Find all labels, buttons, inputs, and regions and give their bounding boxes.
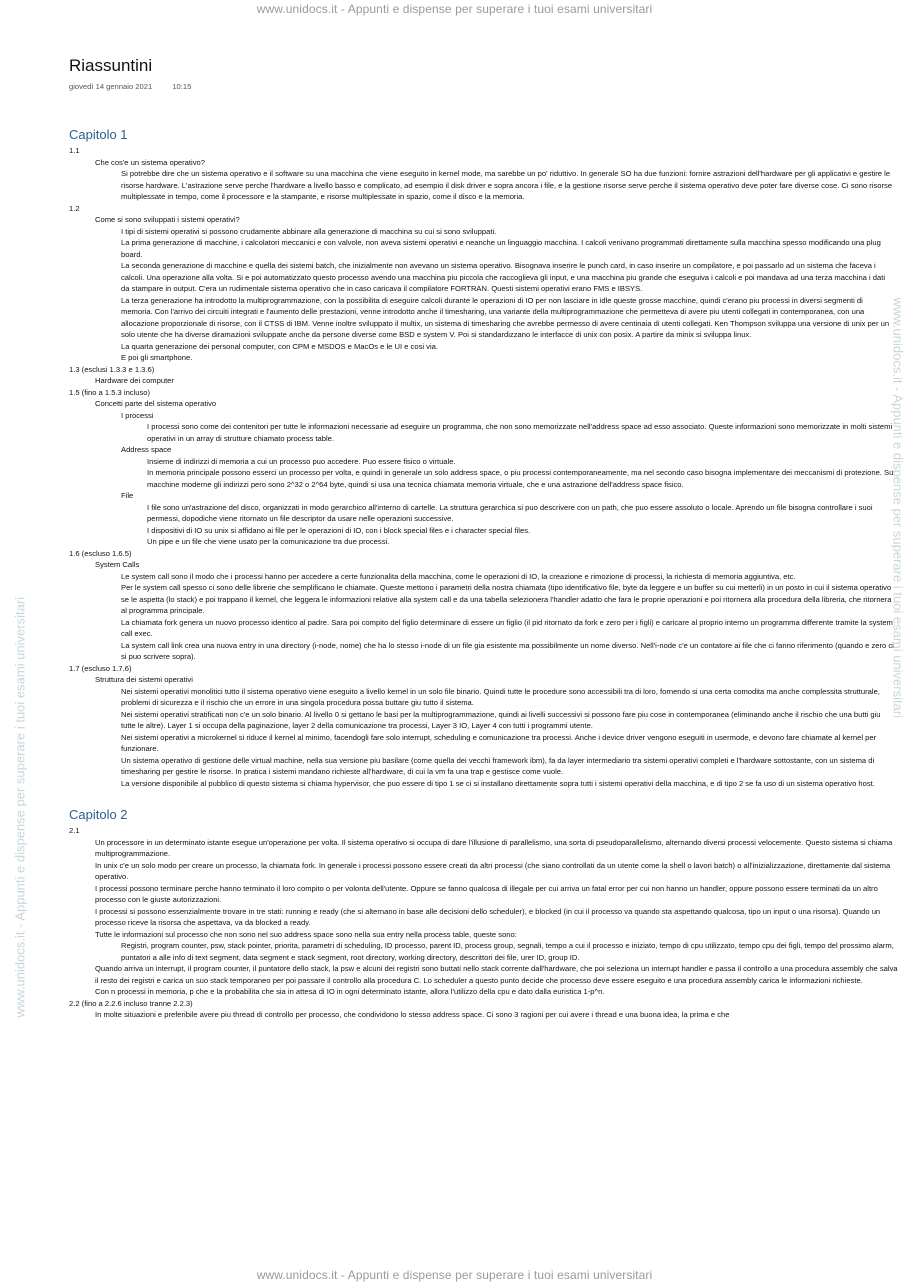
- paragraph: I file sono un'astrazione del disco, organizzati in modo gerarchico all'interno di cartelle. La struttura gerarchica si puo descrivere con un path, che puo essere assoluto o locale. Aprendo un file bisogna controllare i suoi permessi, dopodiche viene ritornato un file descriptor da usare nelle operazioni successive.: [147, 502, 873, 523]
- paragraph: I processi si possono essenzialmente trovare in tre stati: running e ready (che si alternano in base alle decisioni dello scheduler), e blocked (in cui il processo va quando sta aspettando qualcosa, tipo un input o una risorsa). Quando un processo riceve la risorsa che aspettava, va da blocked a ready.: [95, 906, 881, 927]
- paragraph: In molte situazioni e preferibile avere piu thread di controllo per processo, che condividono lo stesso address space. Ci sono 3 ragioni per cui avere i thread e una buona idea, la prima e che: [95, 1010, 730, 1019]
- paragraph: Insieme di indirizzi di memoria a cui un processo puo accedere. Puo essere fisico o virtuale.: [147, 456, 456, 466]
- section-number: 1.7 (escluso 1.7.6): [69, 663, 132, 673]
- section-number: 2.2 (fino a 2.2.6 incluso tranne 2.2.3): [69, 998, 193, 1008]
- paragraph: E poi gli smartphone.: [121, 353, 193, 362]
- paragraph: Quando arriva un interrupt, il program counter, il puntatore dello stack, la psw e alcuni dei registri sono buttati nello stack corrente dall'hardware, che poi seleziona un interrupt handler e passa il controllo a una procedura assembly che salva il resto dei registri e carica un suo stack temporaneo per poi passare il controllo alla procedura C. Lo scheduler a questo punto decide che processo deve essere eseguito e una procedura assembly carica le informazioni richieste.: [95, 964, 898, 985]
- paragraph: Un pipe e un file che viene usato per la comunicazione tra due processi.: [147, 537, 390, 546]
- topic-heading: Address space: [121, 445, 172, 454]
- paragraph: Per le system call spesso ci sono delle librerie che semplificano le chiamate. Queste mettono i parametri della nostra chiamata (tipo identificativo file, byte da leggere e un buffer su cui metterli) in un posto in cui il sistema operativo se le aspetta (lo stack) e poi trappano il kernel, che leggera le informazioni relative alla system call e da una tabella selezionera l'handler adatto che fara le proprie operazioni e poi ritornera alla procedura della libreria, che ritornera al programma principale.: [121, 583, 892, 615]
- paragraph: I dispositivi di IO su unix si affidano ai file per le operazioni di IO, con i block special files e i character special files.: [147, 525, 531, 535]
- paragraph: I processi possono terminare perche hanno terminato il loro compito o per volonta dell'utente. Oppure se fanno qualcosa di illegale per cui arriva un fatal error per cui non hanno un handler, oppure possono essere terminati da un altro processo con le giuste autorizzazioni.: [95, 883, 878, 904]
- topic-heading: I processi: [121, 410, 154, 420]
- paragraph: Nei sistemi operativi stratificati non c'e un solo binario. Al livello 0 si gettano le basi per la multiprogrammazione, quindi ai livelli successivi si possono fare piu cose in contemporanea (eliminando anche il rischio che una butti giu tutte le altre). Layer 1 si occupa della paginazione, layer 2 della comunicazione tra processi, Layer 3 IO, Layer 4 con tutti i programmi utente.: [121, 709, 881, 730]
- watermark-bottom: www.unidocs.it - Appunti e dispense per superare i tuoi esami universitari: [256, 1268, 653, 1282]
- watermark-side-left: www.unidocs.it - Appunti e dispense per superare i tuoi esami universitari: [12, 596, 28, 1018]
- watermark-top: www.unidocs.it - Appunti e dispense per superare i tuoi esami universitari: [256, 2, 653, 16]
- section-question: Che cos'e un sistema operativo?: [95, 157, 205, 167]
- paragraph: Registri, program counter, psw, stack pointer, priorita, parametri di scheduling, ID processo, parent ID, process group, segnali, tempo a cui il processo e iniziato, tempo di cpu utilizzato, tempo cpu dei figli, tempo del prossimo alarm, puntatori a alle info di text segment, data segment e stack segment, root directory, working directory, descrittori dei file, urer ID, group ID.: [121, 941, 894, 962]
- paragraph: La chiamata fork genera un nuovo processo identico al padre. Sara poi compito del figlio determinare di essere un figlio (il pid ritornato da fork e zero per i figli) e caricare al proprio interno un programma differente tramite la system call exec.: [121, 617, 893, 638]
- note-page: [69, 56, 899, 1021]
- watermark-side-right: www.unidocs.it - Appunti e dispense per superare i tuoi esami universitari: [890, 297, 906, 719]
- section-number: 1.2: [69, 203, 80, 213]
- section-subtitle: Hardware dei computer: [95, 376, 174, 385]
- section-number: 1.6 (escluso 1.6.5): [69, 548, 132, 558]
- paragraph: La quarta generazione dei personal computer, con CPM e MSDOS e MacOs e le UI e cosi via.: [121, 341, 438, 351]
- note-time: 10:15: [172, 82, 192, 91]
- section-subtitle: Concetti parte del sistema operativo: [95, 399, 217, 408]
- section-question: Come si sono sviluppati i sistemi operativi?: [95, 215, 240, 224]
- paragraph: In unix c'e un solo modo per creare un processo, la chiamata fork. In generale i processi possono essere creati da altri processi (che siano controllati da un utente come la shell o lavori batch) o all'inizializzazione, direttamente dal sistema operativo.: [95, 860, 891, 881]
- paragraph: Con n processi in memoria, p che e la probabilita che sia in attesa di IO in ogni determinato istante, allora l'utilizzo della cpu e dato dalla euristica 1-p^n.: [95, 987, 605, 996]
- paragraph: Un sistema operativo di gestione delle virtual machine, nella sua versione piu basilare (come quella dei vecchi framework ibm), fa da layer intermediario tra sistemi operativi completi e l'hardware sottostante, con un sistema di timesharing per gestire le risorse. In pratica i sistemi mandano richieste all'hardware, di cui la vm fa una trap e gestisce come vuole.: [121, 755, 875, 776]
- paragraph: I processi sono come dei contenitori per tutte le informazioni necessarie ad eseguire un programma, che non sono memorizzate nell'address space ad esso associato. Queste informazioni sono memorizzate in molti sistemi operativi in un array di strutture chiamato process table.: [147, 422, 893, 443]
- chapter-heading: Capitolo 2: [69, 807, 128, 822]
- note-meta: [69, 82, 899, 91]
- section-subtitle: Struttura dei sistemi operativi: [95, 675, 193, 684]
- note-date: giovedì 14 gennaio 2021: [69, 82, 153, 91]
- paragraph: Nei sistemi operativi monolitici tutto il sistema operativo viene eseguito a livello kernel in un solo file binario. Quindi tutte le procedure sono accessibili tra di loro, fornendo si una certa comodita ma anche complessita strutturale, problemi di sicurezza e il rischio che un errore in una singola procedura possa buttare giu tutto il sistema.: [121, 686, 880, 707]
- paragraph: Un processore in un determinato istante esegue un'operazione per volta. Il sistema operativo si occupa di dare l'illusione di parallelismo, una sorta di pseudoparallelismo, alternando diversi processi velocemente. Questo sistema si chiama multiprogrammazione.: [95, 837, 893, 858]
- section-number: 1.5 (fino a 1.5.3 incluso): [69, 387, 151, 397]
- paragraph: La prima generazione di macchine, i calcolatori meccanici e con valvole, non aveva sistemi operativi e neanche un linguaggio macchina. I calcoli venivano programmati direttamente sulla macchina spesso modificando una plug board.: [121, 238, 881, 259]
- paragraph: In memoria principale possono esserci un processo per volta, e quindi in generale un solo address space, o piu processi contemporaneamente, ma nel secondo caso bisogna implementare dei meccanismi di protezione. Su macchine moderne gli indirizzi pero sono 2^32 o 2^64 byte, quindi si usa una tecnica chiamata memoria virtuale, che e una astrazione dell'address space fisico.: [147, 468, 894, 489]
- section-number: 2.1: [69, 826, 80, 835]
- topic-heading: File: [121, 491, 134, 500]
- section-number: 1.1: [69, 146, 80, 155]
- paragraph: La system call link crea una nuova entry in una directory (i-node, nome) che ha lo stesso i-node di un file gia esistente ma possibilmente un nome diverso. Nell'i-node c'e un contatore ai file che ci fanno riferimento (quando e zero ci si puo scrivere sopra).: [121, 640, 894, 661]
- paragraph: La seconda generazione di macchine e quella dei sistemi batch, che inizialmente non avevano un sistema operativo. Bisognava inserire le punch card, in caso inserire un compilatore, e poi passarlo ad un sistema che faceva i calcoli. Una operazione alla volta. Si e poi automatizzato questo processo avendo una macchina piu piccola che raccoglieva gli input, e una macchina piu grande che eseguiva i calcoli e poi mandava ad una terza macchina i dati da stampare in output. C'era un rudimentale sistema operativo che in caso caricava il compilatore FORTRAN. Questi sistemi operativi erano FMS e IBSYS.: [121, 261, 886, 293]
- paragraph: La terza generazione ha introdotto la multiprogrammazione, con la possibilita di eseguire calcoli durante le operazioni di IO per non lasciare in idle queste grosse macchine, quindi c'erano piu processi in diversi segmenti di memoria. Con l'arrivo dei circuiti integrati e l'aumento delle prestazioni, venne introdotto anche il timesharing, una variante della multiprogrammazione che permetteva di avere piu utenti collegati in contemporanea, con una allocazione proporzionale di risorse, con il CTSS di IBM. Venne inoltre sviluppato il multix, un sistema di timesharing che avrebbe permesso di avere centinaia di utenti collegati. Ken Thompson sviluppa una versione di unix per un solo utente che ha diverse diramazioni sviluppate anche da persone diverse come BSD e system V. Poi si standardizzano le interfacce di unix con posix. A partire da minix si sviluppa linux.: [121, 295, 890, 339]
- paragraph: La versione disponibile al pubblico di questo sistema si chiama hypervisor, che puo essere di tipo 1 se ci si installano direttamente sopra tutti i sistemi operativi della macchina, e di tipo 2 se fa uso di un sistema operativo host.: [121, 778, 875, 788]
- section-subtitle: System Calls: [95, 560, 140, 569]
- note-title: Riassuntini: [69, 56, 153, 75]
- paragraph: Le system call sono il modo che i processi hanno per accedere a certe funzionalita della macchina, come le operazioni di IO, la creazione e rimozione di processi, la richiesta di memoria aggiuntiva, etc.: [121, 571, 796, 581]
- paragraph: Si potrebbe dire che un sistema operativo e il software su una macchina che viene eseguito in kernel mode, ma sarebbe un po' riduttivo. In generale SO ha due funzioni: fornire astrazioni dell'hardware per gli applicativi e gestire le risorse hardware. L'astrazione serve perche l'hardware a livello basso e complicato, ad esempio il disk driver e sopra ancora i file, e la gestione risorse serve perche il sistema operativo deve poter fare diverse cose. Ci sono risorse multiplessate in tempo, come il processore e la stampante, e risorse multiplessate in spazio, come il disco e la memoria.: [121, 169, 893, 201]
- section-number: 1.3 (esclusi 1.3.3 e 1.3.6): [69, 364, 155, 374]
- paragraph: Tutte le informazioni sul processo che non sono nel suo address space sono nella sua entry nella process table, queste sono:: [95, 929, 517, 939]
- chapter-heading: Capitolo 1: [69, 127, 128, 142]
- paragraph: Nei sistemi operativi a microkernel si riduce il kernel al minimo, facendogli fare solo interrupt, scheduling e comunicazione tra processi. Anche i device driver vengono eseguiti in usermode, e devono fare chiamate al kernel per funzionare.: [121, 732, 877, 753]
- paragraph: I tipi di sistemi operativi si possono crudamente abbinare alla generazione di macchina su cui si sono sviluppati.: [121, 226, 497, 236]
